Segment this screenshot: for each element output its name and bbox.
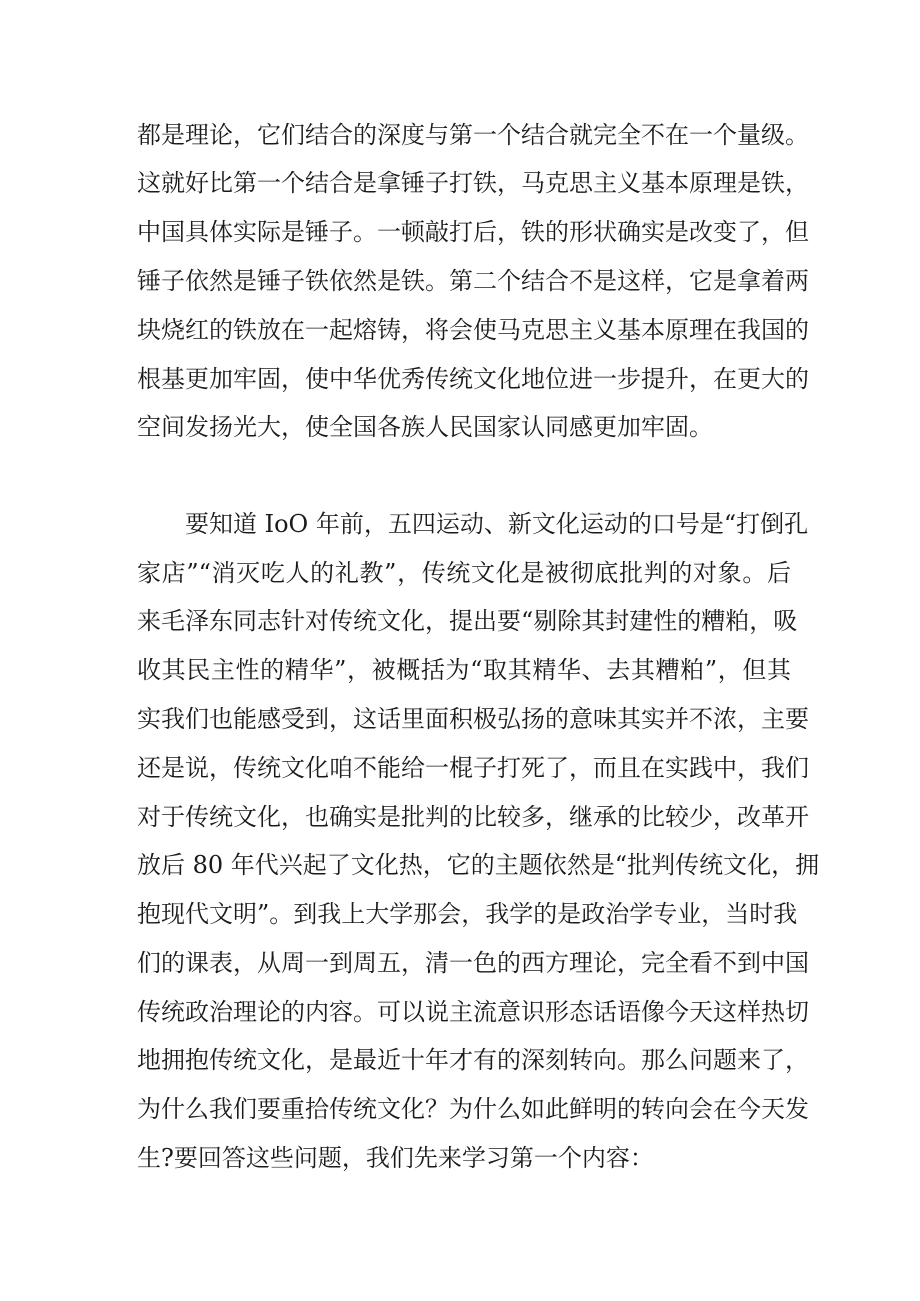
text-line: 还是说，传统文化咱不能给一棍子打死了，而且在实践中，我们 [137, 754, 809, 782]
text-line: 地拥抱传统文化，是最近十年才有的深刻转向。那么问题来了， [137, 1046, 809, 1074]
text-line: 这就好比第一个结合是拿锤子打铁，马克思主义基本原理是铁， [137, 169, 809, 197]
text-line: 传统政治理论的内容。可以说主流意识形态话语像今天这样热切 [137, 998, 809, 1026]
text-line: 抱现代文明”。到我上大学那会，我学的是政治学专业，当时我 [137, 900, 798, 928]
text-line: 锤子依然是锤子铁依然是铁。第二个结合不是这样，它是拿着两 [137, 267, 809, 295]
text-line: 空间发扬光大，使全国各族人民国家认同感更加牢固。 [137, 413, 713, 441]
text-line: 收其民主性的精华”，被概括为“取其精华、去其糟粕”，但其 [137, 656, 791, 684]
text-line: 都是理论，它们结合的深度与第一个结合就完全不在一个量级。 [137, 121, 809, 149]
text-line: 家店”“消灭吃人的礼教”，传统文化是被彻底批判的对象。后 [137, 559, 791, 587]
text-line: 要知道 IoO 年前，五四运动、新文化运动的口号是“打倒孔 [185, 510, 809, 538]
text-line: 生?要回答这些问题，我们先来学习第一个内容： [137, 1144, 654, 1172]
text-line: 放后 80 年代兴起了文化热，它的主题依然是“批判传统文化，拥 [137, 851, 820, 879]
text-line: 为什么我们要重拾传统文化？为什么如此鲜明的转向会在今天发 [137, 1095, 809, 1123]
text-line: 们的课表，从周一到周五，清一色的西方理论，完全看不到中国 [137, 949, 809, 977]
text-line: 根基更加牢固，使中华优秀传统文化地位进一步提升，在更大的 [137, 365, 809, 393]
text-line: 中国具体实际是锤子。一顿敲打后，铁的形状确实是改变了，但 [137, 218, 809, 246]
text-line: 来毛泽东同志针对传统文化，提出要“剔除其封建性的糟粕，吸 [137, 607, 798, 635]
text-line: 块烧红的铁放在一起熔铸，将会使马克思主义基本原理在我国的 [137, 316, 809, 344]
text-line: 对于传统文化，也确实是批判的比较多，继承的比较少，改革开 [137, 803, 809, 831]
text-line: 实我们也能感受到，这话里面积极弘扬的意味其实并不浓，主要 [137, 705, 809, 733]
